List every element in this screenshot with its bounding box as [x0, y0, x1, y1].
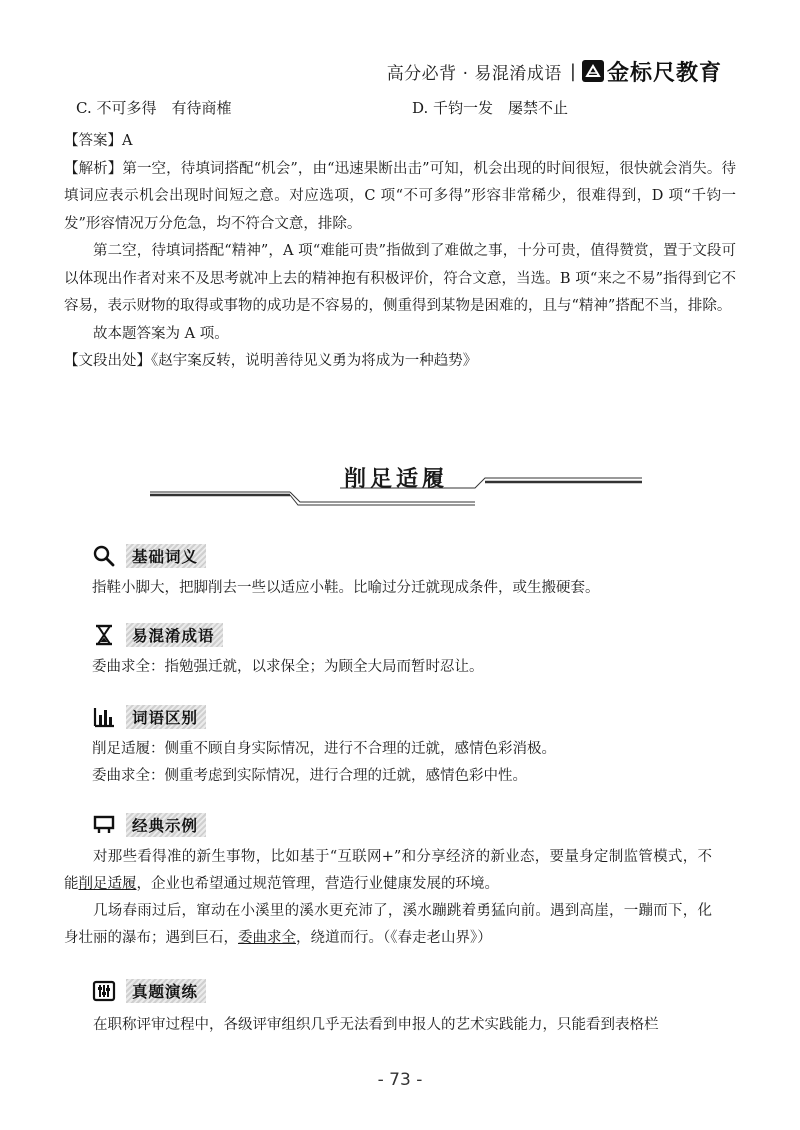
option-d: D. 千钧一发 屡禁不止: [412, 99, 569, 117]
diff-line-1: 削足适履：侧重不顾自身实际情况，进行不合理的迁就，感情色彩消极。: [92, 741, 556, 757]
section-diff-heading: [92, 704, 206, 730]
brand-logo: [582, 56, 722, 87]
search-icon: [92, 544, 116, 568]
section-diff-body: [92, 736, 732, 790]
cart-icon: [92, 813, 116, 837]
section-diff-title: 词语区别: [126, 705, 206, 729]
example-2-term: 委曲求全: [238, 930, 296, 946]
example-1: [64, 844, 712, 898]
section-basic-text: 指鞋小脚大，把脚削去一些以适应小鞋。比喻过分迁就现成条件，或生搬硬套。: [92, 580, 600, 596]
section-confusable-text: 委曲求全：指勉强迁就，以求保全；为顾全大局而暂时忍让。: [92, 659, 484, 675]
section-practice-heading: [92, 978, 206, 1004]
brand-name: 金标尺教育: [606, 60, 722, 86]
example-1-text-after: ，企业也希望通过规范管理，营造行业健康发展的环境。: [136, 876, 499, 892]
option-c: C. 不可多得 有待商榷: [76, 99, 232, 117]
page-number: - 73 -: [377, 1070, 423, 1090]
example-2-text-after: ，绕道而行。（《春走老山界》）: [296, 930, 492, 946]
header-separator: |: [569, 60, 576, 82]
section-basic-heading: [92, 543, 206, 569]
answer-line: 【答案】A: [64, 133, 133, 149]
bar-chart-icon: [92, 705, 116, 729]
section-basic-title: 基础词义: [126, 544, 206, 568]
example-1-text-before: 对那些看得准的新生事物，比如基于“互联网+”和分享经济的新业态，要量身定制监管模式，不能: [64, 849, 712, 892]
section-examples-heading: [92, 812, 206, 838]
example-2-text-before: 几场春雨过后，窜动在小溪里的溪水更充沛了，溪水蹦跳着勇猛向前。遇到高崖，一蹦而下，化身壮丽的瀑布；遇到巨石，: [64, 903, 712, 946]
section-confusable-title: 易混淆成语: [126, 623, 223, 647]
section-confusable-heading: [92, 622, 223, 648]
section-examples-title: 经典示例: [126, 813, 206, 837]
diff-line-2: 委曲求全：侧重考虑到实际情况，进行合理的迁就，感情色彩中性。: [92, 768, 527, 784]
analysis-block: [64, 128, 736, 376]
example-1-term: 削足适履: [78, 876, 137, 892]
source-line: 【文段出处】《赵宇案反转，说明善待见义勇为将成为一种趋势》: [64, 353, 478, 369]
example-2: [64, 898, 712, 952]
section-practice-text: 在职称评审过程中，各级评审组织几乎无法看到申报人的艺术实践能力，只能看到表格栏: [93, 1017, 659, 1033]
section-practice-title: 真题演练: [126, 979, 206, 1003]
section-examples-body: [64, 844, 712, 952]
idiom-title: 削足适履: [343, 467, 448, 492]
ruler-logo-icon: [582, 60, 604, 82]
analysis-paragraph-3: 故本题答案为 A 项。: [93, 325, 229, 342]
header-subtitle: 高分必背 · 易混淆成语: [386, 63, 562, 84]
sliders-icon: [92, 979, 116, 1003]
page-header: [387, 54, 722, 88]
idiom-title-banner: [150, 462, 642, 508]
hourglass-icon: [92, 623, 116, 647]
analysis-paragraph-2: 第二空，待填词搭配“精神”，A 项“难能可贵”指做到了难做之事，十分可贵，值得赞赏，置于文段可以体现出作者对来不及思考就冲上去的精神抱有积极评价，符合文意，当选。B 项“来之不易”指得到它不容易，表示财物的取得或事物的成功是不容易的，侧重得到某物是困难的，且与“精神”搭配不当，排除。: [64, 243, 736, 314]
analysis-paragraph-1: 【解析】第一空，待填词搭配“机会”，由“迅速果断出击”可知，机会出现的时间很短，很快就会消失。待填词应表示机会出现时间短之意。对应选项，C 项“不可多得”形容非常稀少，很难得到，D 项“千钧一发”形容情况万分危急，均不符合文意，排除。: [64, 160, 736, 232]
